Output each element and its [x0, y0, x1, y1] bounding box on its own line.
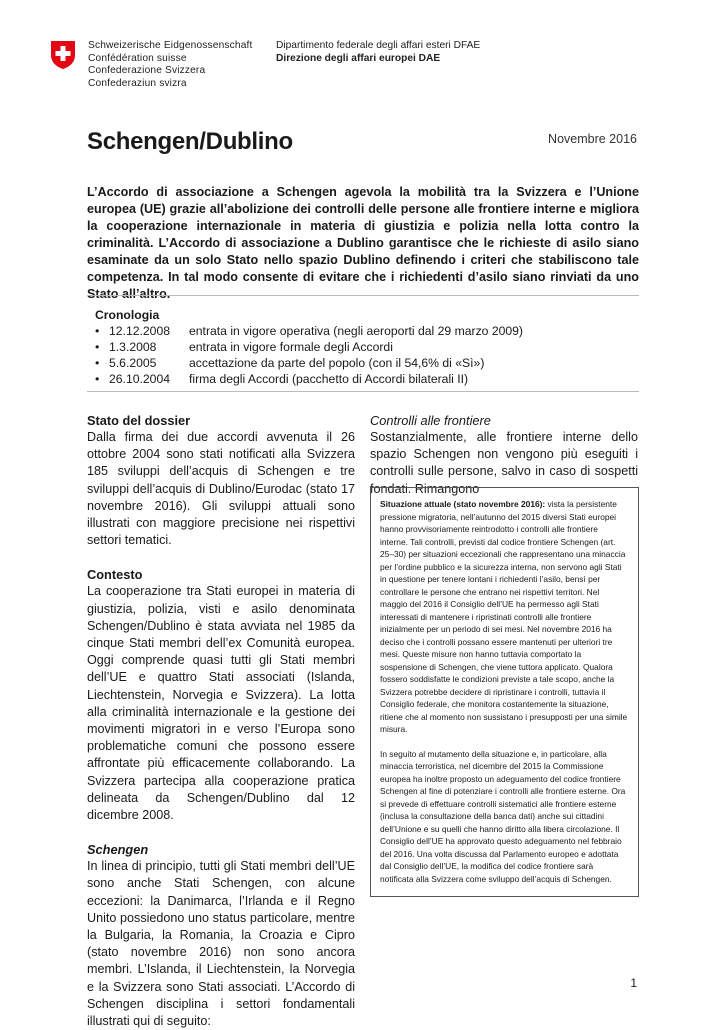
chronology-item [95, 339, 639, 355]
department-block [276, 40, 480, 65]
section-text-stato: Dalla firma dei due accordi avvenuta il 26 ottobre 2004 sono stati notificati alla Svizzera 185 sviluppi dell’acquis di Schengen e tre sviluppi dell’acquis di Dublino/Eurodac (stato 17 novembre 2016). Gli sviluppi attuali sono illustrati con maggiore precisione nei rispettivi settori tematici. [87, 430, 355, 548]
chronology-date: 12.12.2008 [109, 324, 170, 338]
chronology-date: 1.3.2008 [109, 340, 157, 354]
page-number: 1 [630, 976, 637, 990]
confederation-line-fr: Confédération suisse [88, 52, 187, 64]
bullet-icon: • [95, 372, 100, 386]
confederation-line-it: Confederazione Svizzera [88, 65, 206, 77]
right-column [370, 412, 638, 498]
confederation-line-rm: Confederaziun svizra [88, 77, 187, 89]
spacer [87, 824, 355, 841]
chronology-date: 26.10.2004 [109, 372, 170, 386]
lead-paragraph: L’Accordo di associazione a Schengen agevola la mobilità tra la Svizzera e l’Unione europea (UE) grazie all’abolizione dei controlli delle persone alle frontiere interne e migliora la cooperazione internazionale in materia di giustizia e polizia nella lotta contro la criminalità. L’Accordo di associazione a Dublino garantisce che le richieste di asilo siano esaminate da un solo Stato nello spazio Dublino definendo i criteri che stabiliscono tale competenza. In tal modo consente di evitare che i richiedenti d’asilo siano rinviati da uno Stato all’altro. [87, 185, 639, 301]
directorate-name: Direzione degli affari europei DAE [276, 52, 441, 64]
bullet-icon: • [95, 340, 100, 354]
chronology-text: firma degli Accordi (pacchetto di Accordi bilaterali II) [189, 372, 469, 386]
section-text-contesto: La cooperazione tra Stati europei in materia di giustizia, polizia, visti e asilo denominata Schengen/Dublino è stata avviata nel 1985 da cinque Stati membri dell’ex Comunità europea. Oggi comprende quasi tutti gli Stati membri dell’UE e quattro Stati associati (Islanda, Liechtenstein, Norvegia e Svizzera). La lotta alla criminalità internazionale e la gestione dei movimenti migratori in e verso l’Europa sono problematiche comuni che possono essere affrontate più efficacemente collaborando. La Svizzera partecipa alla cooperazione pratica delineata da Schengen/Dublino dal 12 dicembre 2008. [87, 584, 355, 823]
chronology-text: entrata in vigore formale degli Accordi [189, 340, 393, 354]
box-text-1: vista la persistente pressione migratoria, nell’autunno del 2015 diversi Stati europei hanno provvisoriamente reintrodotto i controlli alle frontiere interne. Tali controlli, previsti dal codice frontiere Schengen (art. 25–30) per situazioni eccezionali che rappresentano una minaccia per l’ordine pubblico e la sicurezza interna, non servono agli Stati in questione per tenere lontani i richiedenti l’asilo, bensì per controllare le persone che entrano nei rispettivi territori. Nel maggio del 2016 il Consiglio dell’UE ha permesso agli Stati interessati di mantenere i ripristinati controlli alle frontiere inizialmente per un periodo di sei mesi. Nel novembre 2016 ha deciso che i controlli possano essere mantenuti per ulteriori tre mesi. Queste misure non hanno tuttavia comportato la sospensione di Schengen, che viene tuttora applicato. Qualora fossero soddisfatte le condizioni previste a tale scopo, anche la Svizzera potrebbe decidere di ripristinare i controlli, tuttavia il Consiglio federale, che monitora costantemente la situazione, ritiene che al momento non sussistano i presupposti per una simile misura. [380, 499, 628, 734]
spacer [87, 549, 355, 566]
section-text-controlli: Sostanzialmente, alle frontiere interne dello spazio Schengen non vengono più eseguiti i controlli sulle persone, salvo in caso di sospetti fondati. Rimangono [370, 430, 638, 496]
current-situation-box [370, 487, 639, 897]
document-date: Novembre 2016 [548, 132, 637, 146]
chronology-box [87, 295, 639, 392]
section-heading-schengen: Schengen [87, 842, 149, 858]
left-column [87, 412, 355, 1030]
chronology-item [95, 371, 639, 387]
spacer [380, 736, 628, 748]
section-heading-controlli: Controlli alle frontiere [370, 413, 491, 428]
chronology-item [95, 355, 639, 371]
bullet-icon: • [95, 324, 100, 338]
section-heading-stato: Stato del dossier [87, 413, 191, 428]
box-paragraph-2: In seguito al mutamento della situazione e, in particolare, alla minaccia terroristica, nel dicembre del 2015 la Commissione europea ha inoltre proposto un adeguamento del codice frontiere Schengen al fine di potenziare i controlli alle frontiere esterne. Ora si prevede di effettuare controlli sistematici alle frontiere esterne (inclusa la consultazione della banca dati) anche sui cittadini dell’Unione e su quelli che hanno diritto alla libera circolazione. Il Consiglio dell’UE ha approvato questo adeguamento nel febbraio del 2016. Una volta discussa dal Parlamento europeo e adottata dal Consiglio dell’UE, la modifica del codice frontiere sarà notificata alla Svizzera come sviluppo dell’acquis di Schengen. [380, 748, 626, 884]
chronology-text: entrata in vigore operativa (negli aeroporti dal 29 marzo 2009) [189, 324, 523, 338]
confederation-name [88, 40, 253, 90]
confederation-line-de: Schweizerische Eidgenossenschaft [88, 40, 253, 51]
chronology-date: 5.6.2005 [109, 356, 157, 370]
chronology-text: accettazione da parte del popolo (con il 54,6% di «Sì») [189, 356, 485, 370]
swiss-coat-of-arms-icon [50, 40, 76, 70]
department-name: Dipartimento federale degli affari esteri DFAE [276, 40, 481, 51]
page-title: Schengen/Dublino [87, 128, 293, 155]
bullet-icon: • [95, 356, 100, 370]
chronology-item [95, 323, 639, 339]
chronology-title: Cronologia [95, 308, 160, 322]
box-paragraph-1 [380, 498, 628, 736]
section-text-schengen: In linea di principio, tutti gli Stati membri dell’UE sono anche Stati Schengen, con alcune eccezioni: la Danimarca, l’Irlanda e il Regno Unito possiedono uno status particolare, mentre la Bulgaria, la Romania, la Croazia e Cipro (stato novembre 2016) non sono ancora membri. L’Islanda, il Liechtenstein, la Norvegia e la Svizzera sono Stati associati. L’Accordo di Schengen disciplina i settori fondamentali illustrati qui di seguito: [87, 859, 355, 1029]
box-label: Situazione attuale (stato novembre 2016): [380, 499, 546, 509]
section-heading-contesto: Contesto [87, 567, 143, 583]
chronology-list [95, 323, 639, 387]
